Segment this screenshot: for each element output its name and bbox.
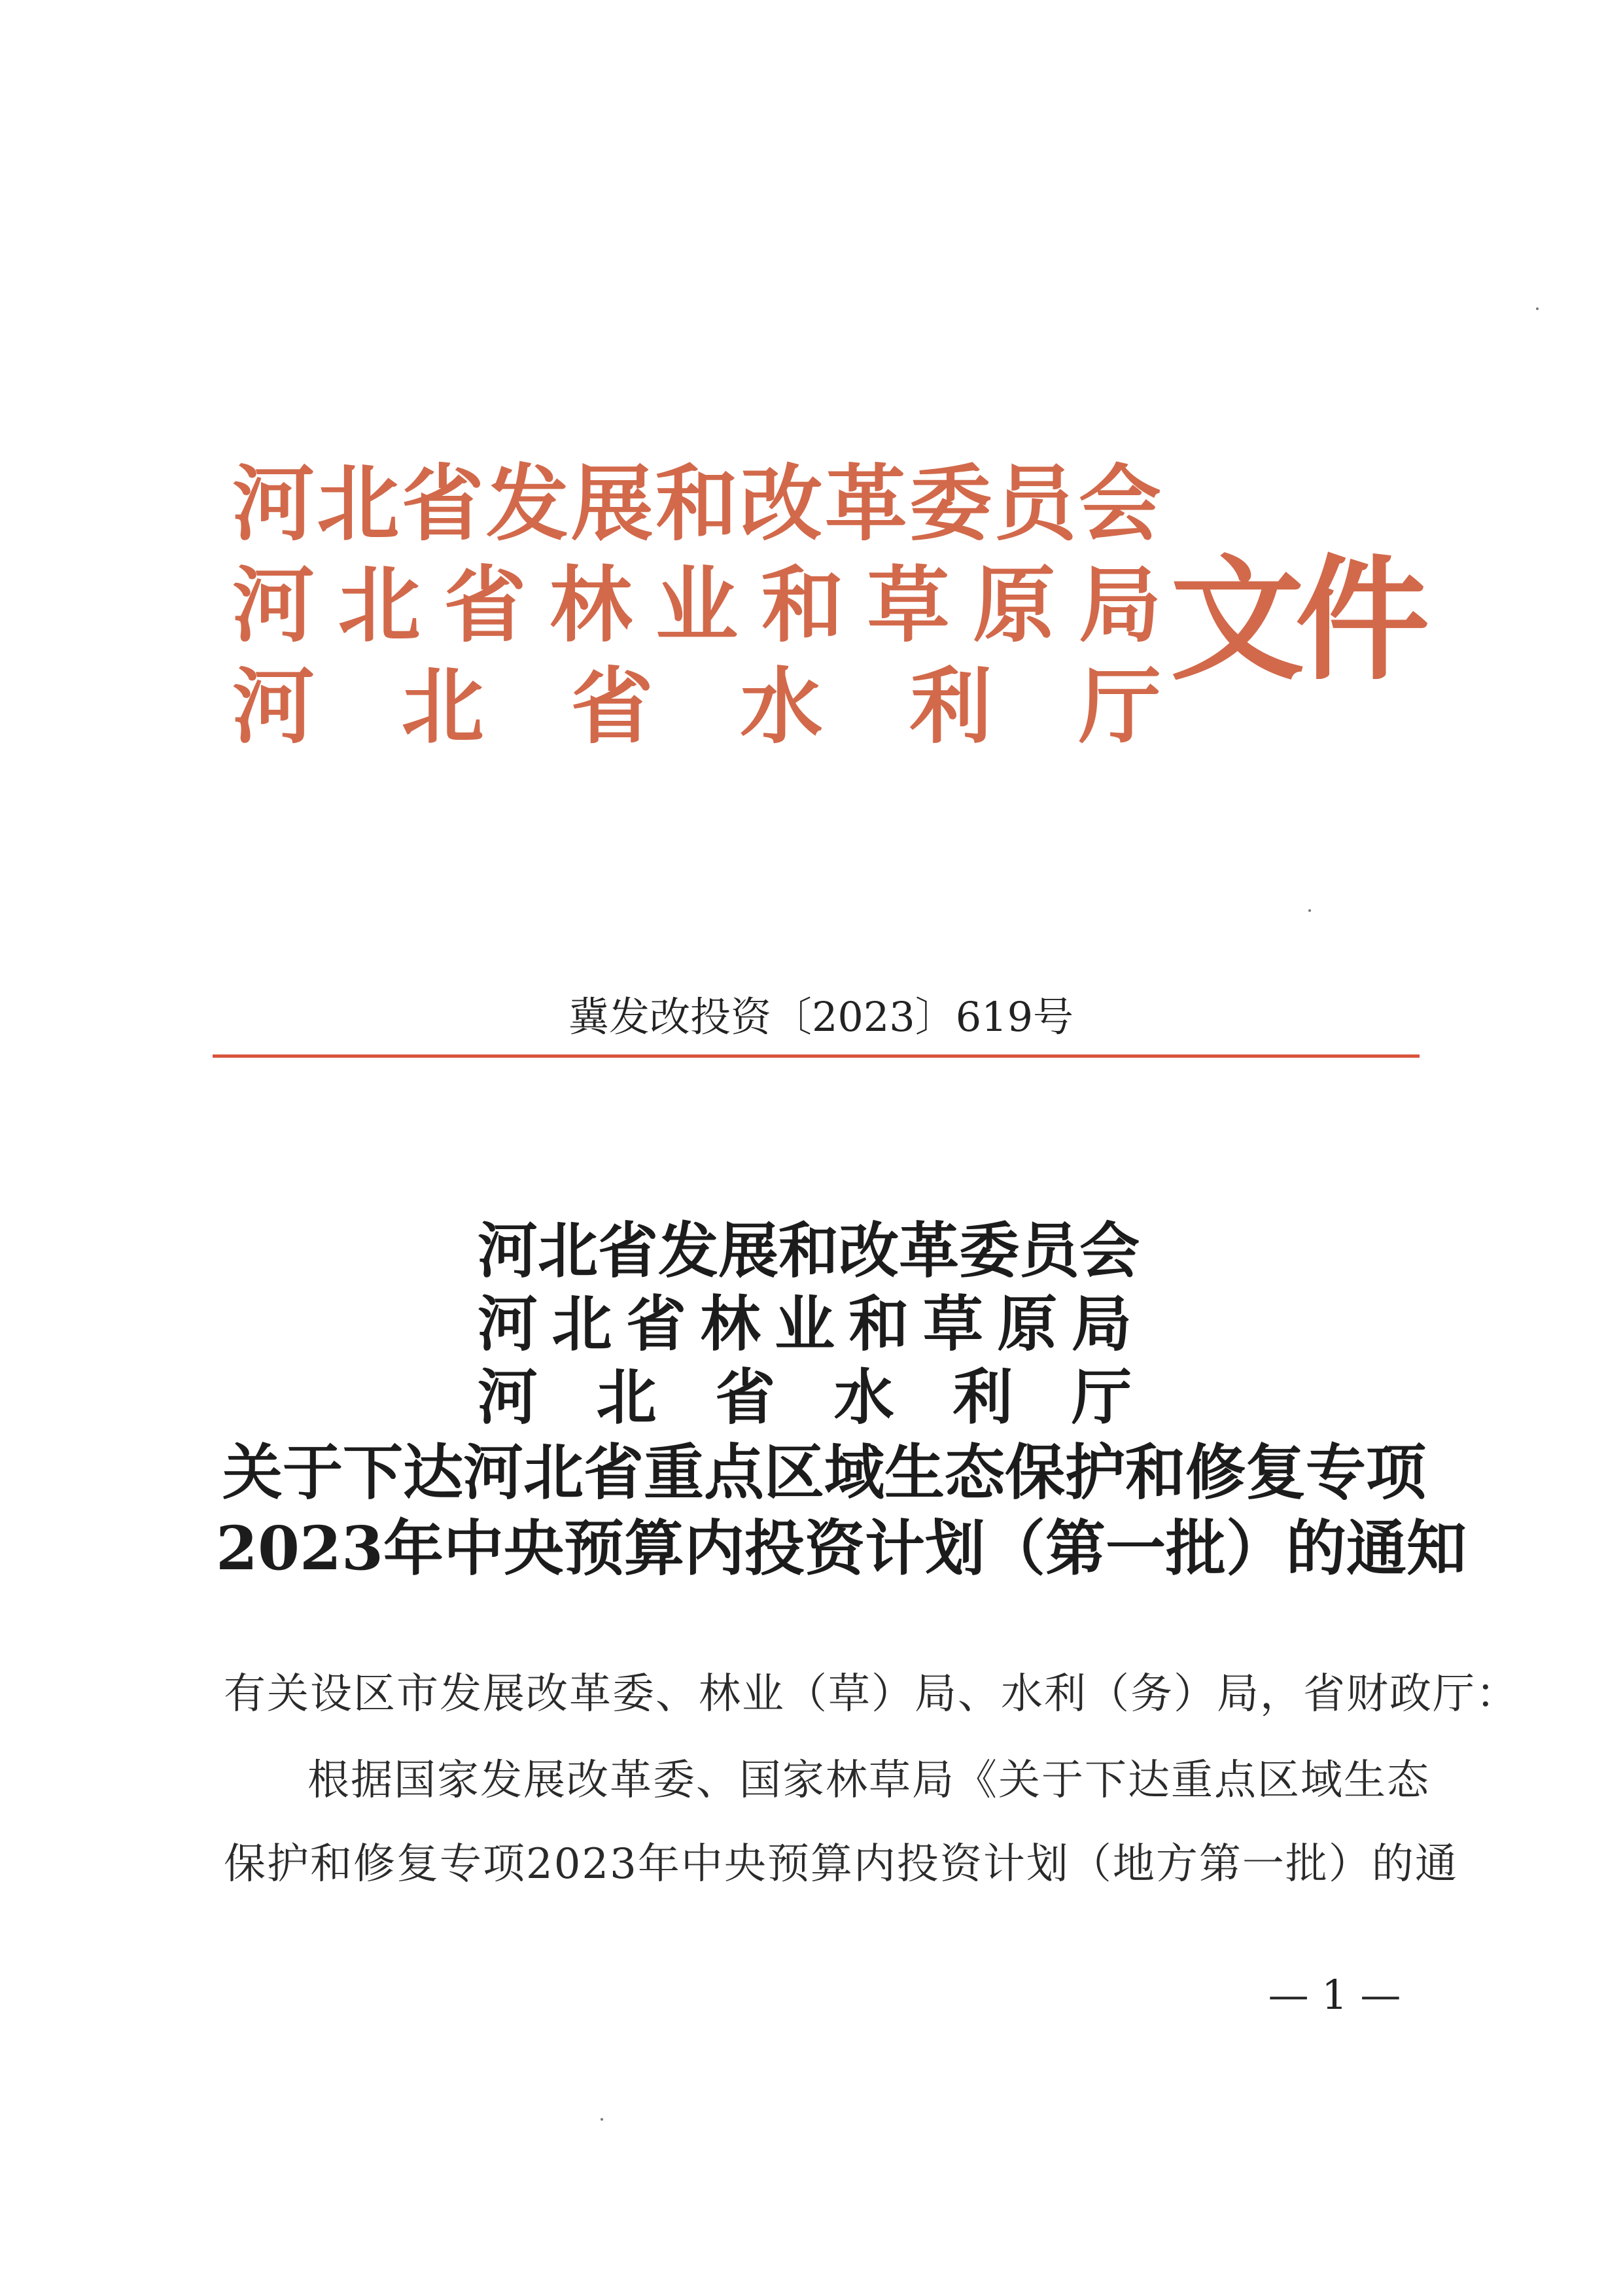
letterhead-wenjian: 文件 [1170, 541, 1420, 699]
letterhead-issuer: 河 北 省 林 业 和 草 原 局 [232, 557, 1161, 653]
addressee: 有关设区市发展改革委、林业（草）局、水利（务）局，省财政厅： [224, 1670, 1519, 1718]
red-divider [213, 1054, 1420, 1058]
document-number: 冀发改投资〔2023〕619号 [568, 993, 1074, 1041]
body-paragraph-line: 根据国家发展改革委、国家林草局《关于下达重点区域生态 [307, 1756, 1430, 1805]
scan-speck [601, 2118, 603, 2121]
scan-speck [1308, 909, 1311, 912]
title-issuer: 河 北 省 林 业 和 草 原 局 [478, 1289, 1132, 1359]
letterhead-issuer: 河 北 省 水 利 厅 [232, 658, 1161, 755]
title-subject-line: 2023年中央预算内投资计划（第一批）的通知 [216, 1513, 1467, 1584]
scan-speck [1536, 307, 1539, 310]
body-paragraph-line: 保护和修复专项2023年中央预算内投资计划（地方第一批）的通 [224, 1840, 1458, 1888]
title-issuer: 河 北 省 发 展 和 改 革 委 员 会 [478, 1215, 1140, 1286]
title-subject-line: 关于下达河北省重点区域生态保护和修复专项 [222, 1437, 1426, 1508]
title-issuer: 河 北 省 水 利 厅 [478, 1362, 1132, 1433]
letterhead-issuer: 河 北 省 发 展 和 改 革 委 员 会 [232, 455, 1161, 552]
page-number: — 1 — [1268, 1971, 1401, 2019]
